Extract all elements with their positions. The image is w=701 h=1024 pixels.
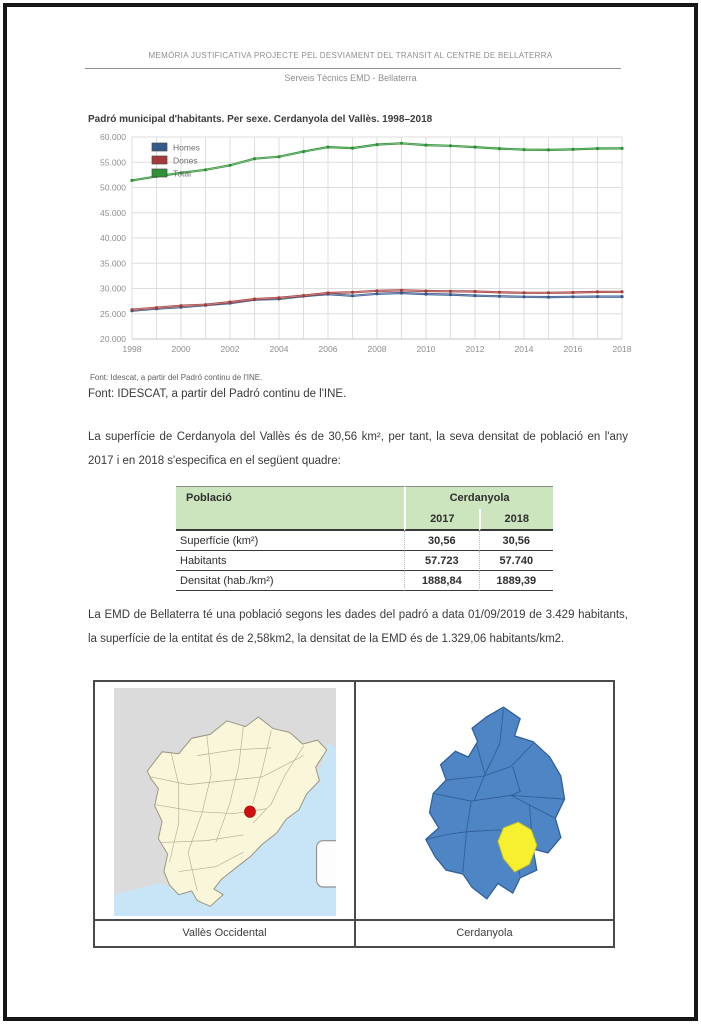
table-row-label: Habitants — [176, 551, 404, 571]
population-chart — [88, 114, 637, 382]
svg-text:60.000: 60.000 — [100, 132, 126, 142]
svg-text:25.000: 25.000 — [100, 308, 126, 319]
catalonia-map — [114, 688, 336, 916]
svg-text:2014: 2014 — [514, 344, 534, 354]
paragraph-emd-bellaterra: La EMD de Bellaterra té una població segons les dades del padró a data 01/09/2019 de 3.429 habitants, la superfície de la entitat és de 2,58km2, la densitat de la EMD és de 1.329,06 habitants/km2. — [88, 609, 628, 645]
source-line: Font: IDESCAT, a partir del Padró continu de l'INE. — [88, 388, 347, 400]
table-header-poblacio: Població — [176, 486, 404, 509]
svg-text:30.000: 30.000 — [100, 283, 126, 294]
svg-text:50.000: 50.000 — [100, 182, 126, 193]
maps-figure — [93, 680, 615, 948]
svg-text:Homes: Homes — [173, 142, 200, 153]
table-cell-value: 1888,84 — [404, 571, 478, 591]
header-divider — [85, 68, 621, 69]
map-cell-left — [95, 682, 354, 919]
chart-title: Padró municipal d'habitants. Per sexe. Cerdanyola del Vallès. 1998–2018 — [88, 114, 433, 125]
svg-text:55.000: 55.000 — [100, 157, 126, 168]
paragraph-density-intro: La superfície de Cerdanyola del Vallès és de 30,56 km², per tant, la seva densitat de població en l'any 2017 i en 2018 s'especifica en el següent quadre: — [88, 431, 628, 467]
table-cell-value: 57.723 — [404, 551, 478, 571]
svg-text:20.000: 20.000 — [100, 334, 126, 344]
svg-text:2008: 2008 — [367, 344, 387, 354]
document-header-title: MEMÒRIA JUSTIFICATIVA PROJECTE PEL DESVIAMENT DEL TRANSIT AL CENTRE DE BELLATERRA — [148, 51, 553, 60]
svg-text:40.000: 40.000 — [100, 233, 126, 243]
svg-text:Total: Total — [173, 168, 191, 179]
svg-text:2004: 2004 — [269, 344, 289, 354]
chart-legend — [152, 143, 200, 179]
table-row — [176, 551, 553, 571]
population-chart-svg — [88, 127, 637, 367]
table-header-row — [176, 486, 553, 509]
document-header-subtitle: Serveis Tècnics EMD - Bellaterra — [284, 73, 417, 83]
map-caption-left: Vallès Occidental — [95, 919, 354, 946]
table-cell-value: 30,56 — [479, 531, 553, 551]
table-cell-value: 1889,39 — [479, 571, 553, 591]
svg-text:Dones: Dones — [173, 155, 198, 166]
valles-occidental-map — [374, 688, 596, 918]
table-row — [176, 531, 553, 551]
table-subheader-empty — [176, 509, 404, 531]
valles-occidental-shape — [425, 707, 564, 899]
map-control-box — [316, 841, 335, 887]
svg-text:2006: 2006 — [318, 344, 338, 354]
population-table — [176, 486, 553, 591]
chart-source-note: Font: Idescat, a partir del Padró continu de l'INE. — [90, 373, 263, 382]
svg-text:2010: 2010 — [416, 344, 436, 354]
svg-text:2016: 2016 — [563, 344, 583, 354]
table-row-label: Superfície (km²) — [176, 531, 404, 551]
svg-text:1998: 1998 — [122, 344, 142, 354]
svg-text:2018: 2018 — [612, 344, 632, 354]
map-caption-right: Cerdanyola — [354, 919, 613, 946]
location-marker-dot — [244, 806, 255, 818]
svg-text:2002: 2002 — [220, 344, 240, 354]
table-row-label: Densitat (hab./km²) — [176, 571, 404, 591]
table-header-cerdanyola: Cerdanyola — [404, 486, 553, 509]
table-subheader-row — [176, 509, 553, 531]
map-cell-right — [354, 682, 613, 919]
svg-text:35.000: 35.000 — [100, 258, 126, 269]
table-year-2018: 2018 — [479, 509, 553, 531]
table-row — [176, 571, 553, 591]
svg-text:45.000: 45.000 — [100, 207, 126, 218]
table-cell-value: 30,56 — [404, 531, 478, 551]
table-cell-value: 57.740 — [479, 551, 553, 571]
table-year-2017: 2017 — [404, 509, 478, 531]
svg-text:2000: 2000 — [171, 344, 191, 354]
svg-text:2012: 2012 — [465, 344, 485, 354]
